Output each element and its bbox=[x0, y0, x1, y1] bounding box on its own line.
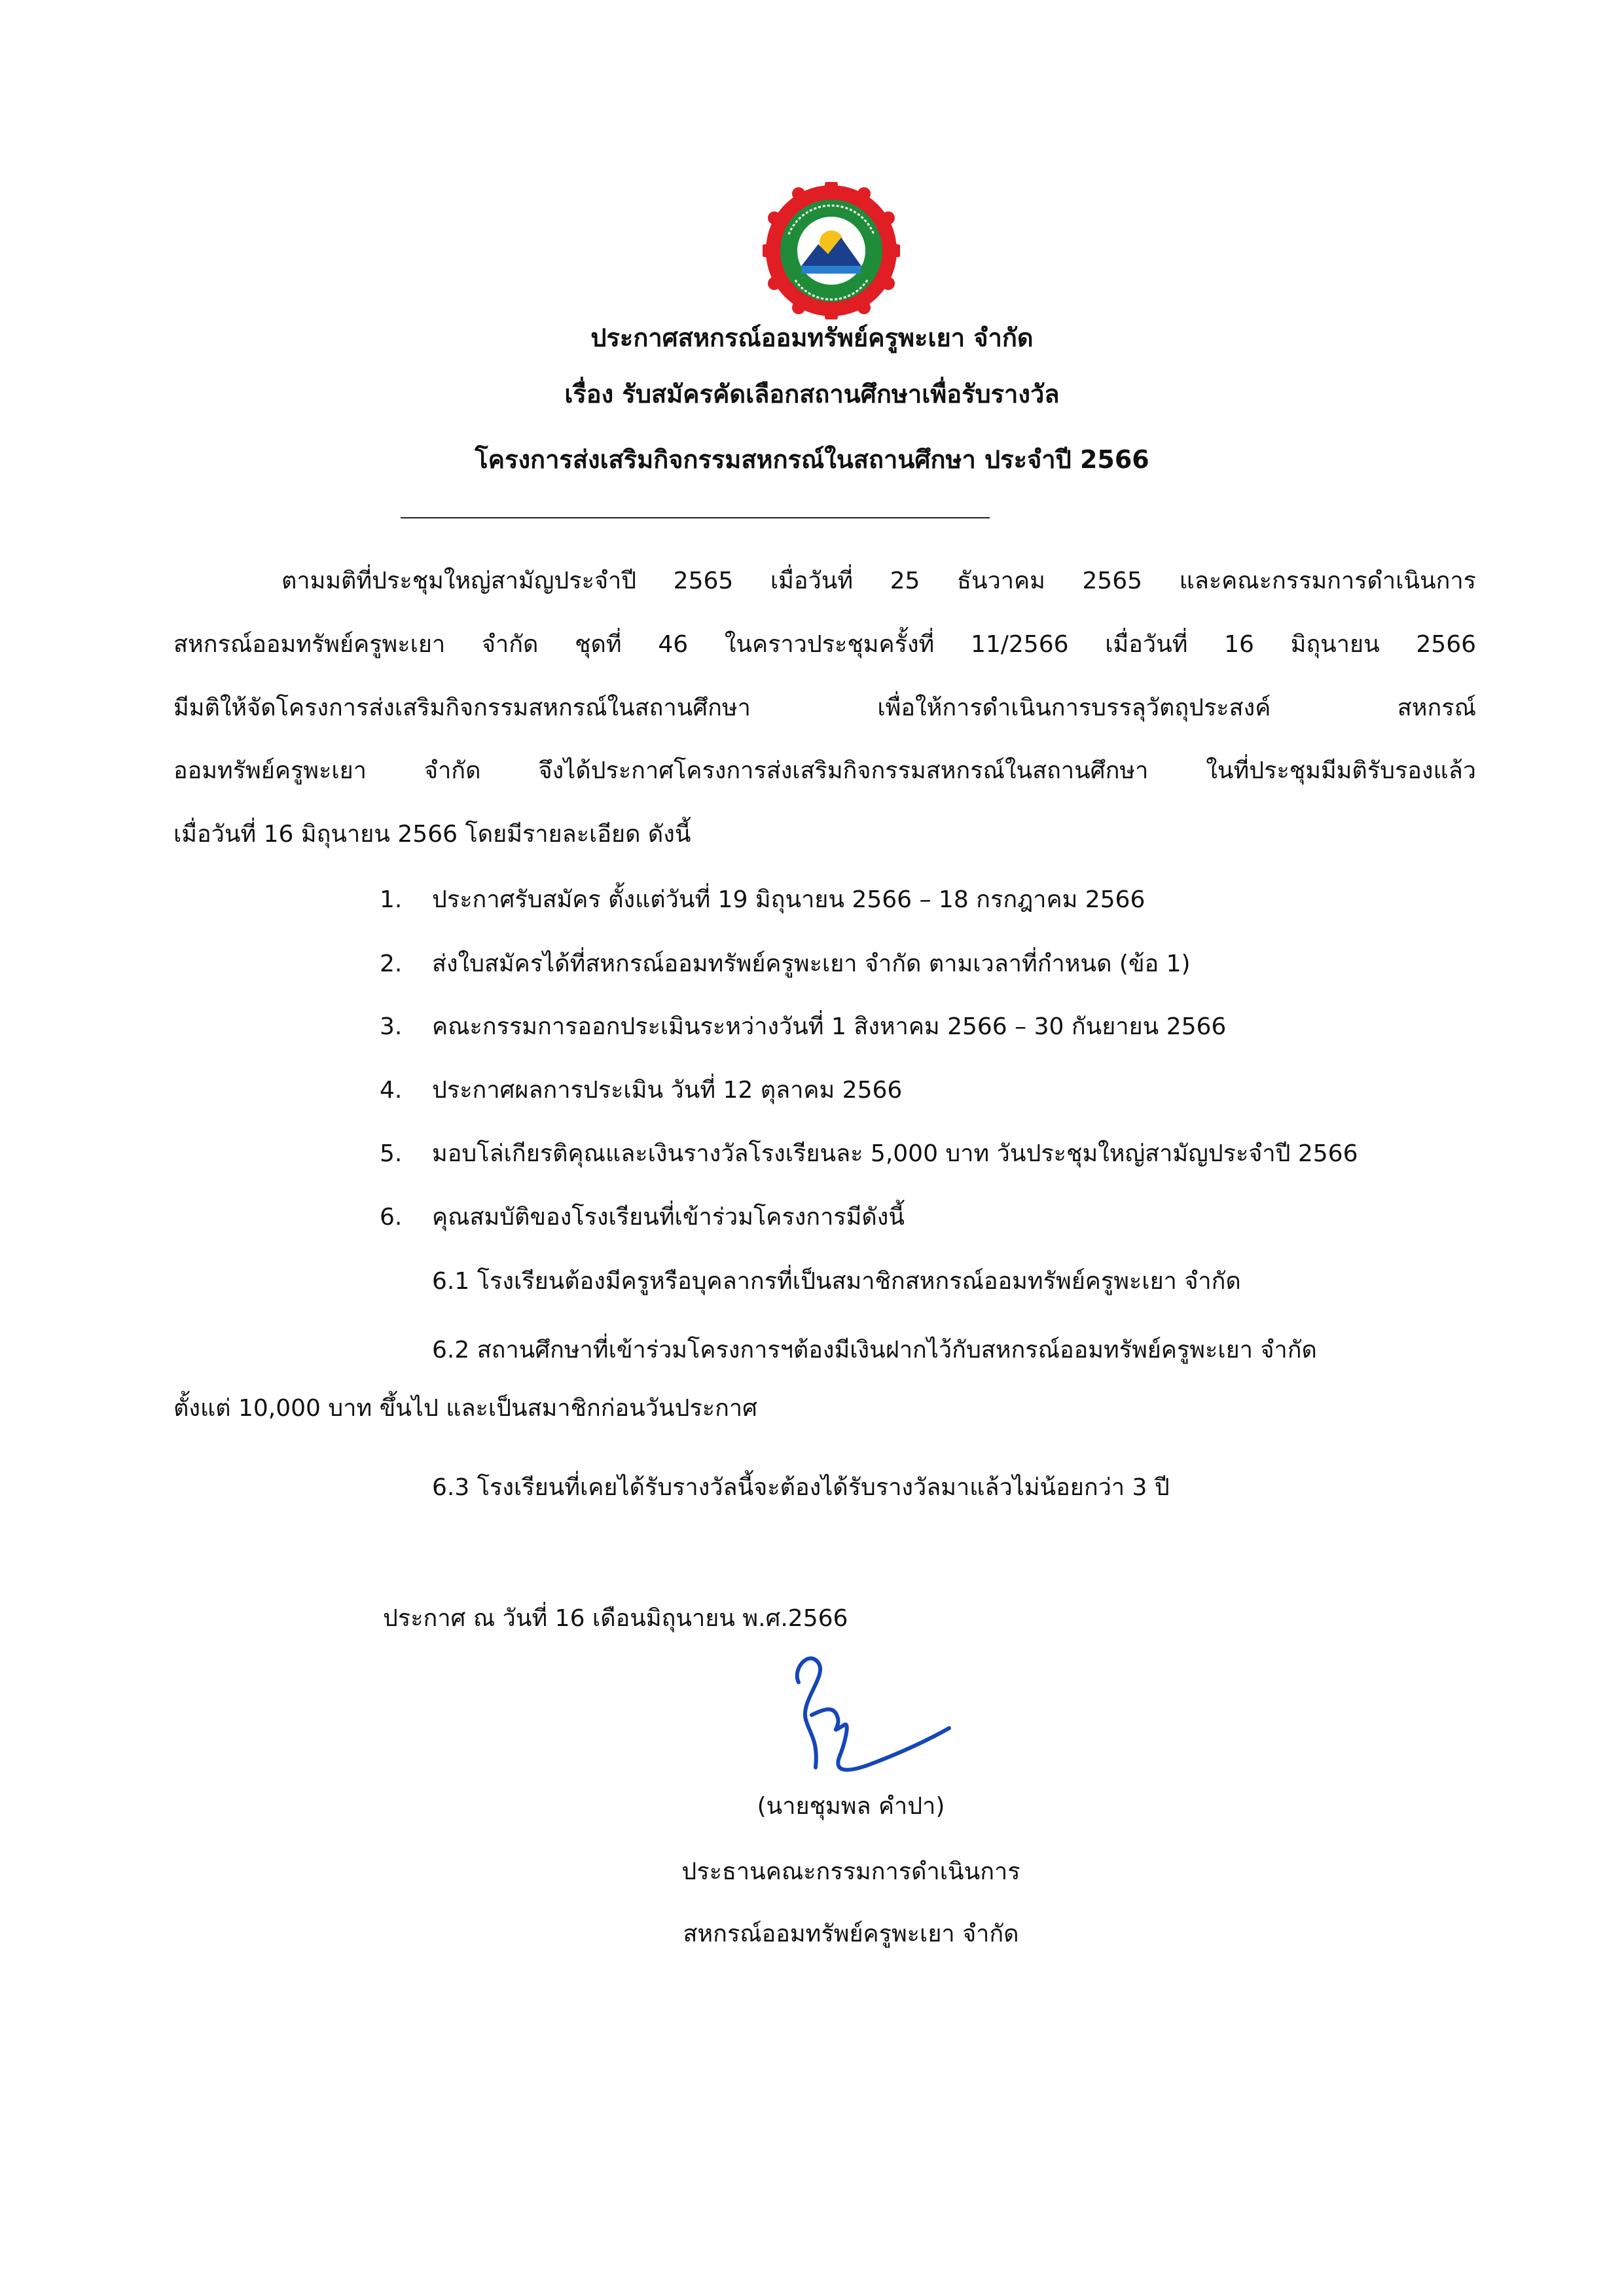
signatory-position: ประธานคณะกรรมการดำเนินการ bbox=[681, 1858, 1020, 1885]
paragraph-line-1: ตามมติที่ประชุมใหญ่สามัญประจำปี 2565 เมื่อวันที่ 25 ธันวาคม 2565 และคณะกรรมการดำเนินการ bbox=[281, 568, 1476, 594]
list-item-number: 6. bbox=[380, 1204, 403, 1231]
sub-item-6-2-line-1: 6.2 สถานศึกษาที่เข้าร่วมโครงการฯต้องมีเงินฝากไว้กับสหกรณ์ออมทรัพย์ครูพะเยา จำกัด bbox=[432, 1337, 1317, 1364]
list-item bbox=[380, 945, 1191, 984]
list-item-text: มอบโล่เกียรติคุณและเงินรางวัลโรงเรียนละ 5,000 บาท วันประชุมใหญ่สามัญประจำปี 2566 bbox=[432, 1140, 1358, 1167]
list-item-number: 2. bbox=[380, 950, 403, 977]
list-item bbox=[380, 1071, 902, 1110]
heading-subject: เรื่อง รับสมัครคัดเลือกสถานศึกษาเพื่อรับรางวัล bbox=[564, 380, 1060, 408]
sub-item-6-2-line-2: ตั้งแต่ 10,000 บาท ขึ้นไป และเป็นสมาชิกก่อนวันประกาศ bbox=[173, 1395, 758, 1422]
list-item bbox=[380, 1198, 905, 1237]
heading-project: โครงการส่งเสริมกิจกรรมสหกรณ์ในสถานศึกษา ประจำปี 2566 bbox=[475, 445, 1149, 474]
paragraph-line-3: มีมติให้จัดโครงการส่งเสริมกิจกรรมสหกรณ์ในสถานศึกษา เพื่อให้การดำเนินการบรรลุวัตถุประสงค์ สหกรณ์ bbox=[173, 695, 1476, 721]
sub-item-6-3: 6.3 โรงเรียนที่เคยได้รับรางวัลนี้จะต้องได้รับรางวัลมาแล้วไม่น้อยกว่า 3 ปี bbox=[432, 1474, 1170, 1501]
sub-item-6-1: 6.1 โรงเรียนต้องมีครูหรือบุคลากรที่เป็นสมาชิกสหกรณ์ออมทรัพย์ครูพะเยา จำกัด bbox=[432, 1268, 1241, 1295]
list-item-number: 4. bbox=[380, 1077, 403, 1104]
paragraph-line-4: ออมทรัพย์ครูพะเยา จำกัด จึงได้ประกาศโครงการส่งเสริมกิจกรรมสหกรณ์ในสถานศึกษา ในที่ประชุมมีมติรับรองแล้ว bbox=[173, 757, 1476, 784]
list-item bbox=[380, 1134, 1358, 1174]
list-item-number: 5. bbox=[380, 1140, 403, 1167]
list-item-number: 1. bbox=[380, 886, 403, 913]
signatory-name: (นายชุมพล คำปา) bbox=[757, 1793, 945, 1820]
paragraph-line-2: สหกรณ์ออมทรัพย์ครูพะเยา จำกัด ชุดที่ 46 ในคราวประชุมครั้งที่ 11/2566 เมื่อวันที่ 16 มิถุนายน 2566 bbox=[173, 631, 1476, 658]
paragraph-line-5: เมื่อวันที่ 16 มิถุนายน 2566 โดยมีรายละเอียด ดังนี้ bbox=[173, 821, 691, 848]
list-item-text: ประกาศรับสมัคร ตั้งแต่วันที่ 19 มิถุนายน 2566 – 18 กรกฎาคม 2566 bbox=[432, 886, 1146, 913]
list-item bbox=[380, 880, 1145, 920]
list-item-text: คณะกรรมการออกประเมินระหว่างวันที่ 1 สิงหาคม 2566 – 30 กันยายน 2566 bbox=[432, 1013, 1227, 1040]
signatory-organization: สหกรณ์ออมทรัพย์ครูพะเยา จำกัด bbox=[683, 1921, 1019, 1947]
signature-image bbox=[772, 1643, 956, 1787]
announcement-date: ประกาศ ณ วันที่ 16 เดือนมิถุนายน พ.ศ.2566 bbox=[383, 1605, 848, 1632]
list-item-text: ประกาศผลการประเมิน วันที่ 12 ตุลาคม 2566 bbox=[432, 1077, 903, 1104]
list-item-text: ส่งใบสมัครได้ที่สหกรณ์ออมทรัพย์ครูพะเยา จำกัด ตามเวลาที่กำหนด (ข้อ 1) bbox=[432, 950, 1191, 977]
list-item-number: 3. bbox=[380, 1013, 403, 1040]
cooperative-logo bbox=[763, 182, 900, 319]
heading-title: ประกาศสหกรณ์ออมทรัพย์ครูพะเยา จำกัด bbox=[590, 323, 1034, 352]
list-item bbox=[380, 1007, 1226, 1047]
list-item-text: คุณสมบัติของโรงเรียนที่เข้าร่วมโครงการมีดังนี้ bbox=[432, 1204, 905, 1231]
heading-divider bbox=[401, 517, 990, 518]
